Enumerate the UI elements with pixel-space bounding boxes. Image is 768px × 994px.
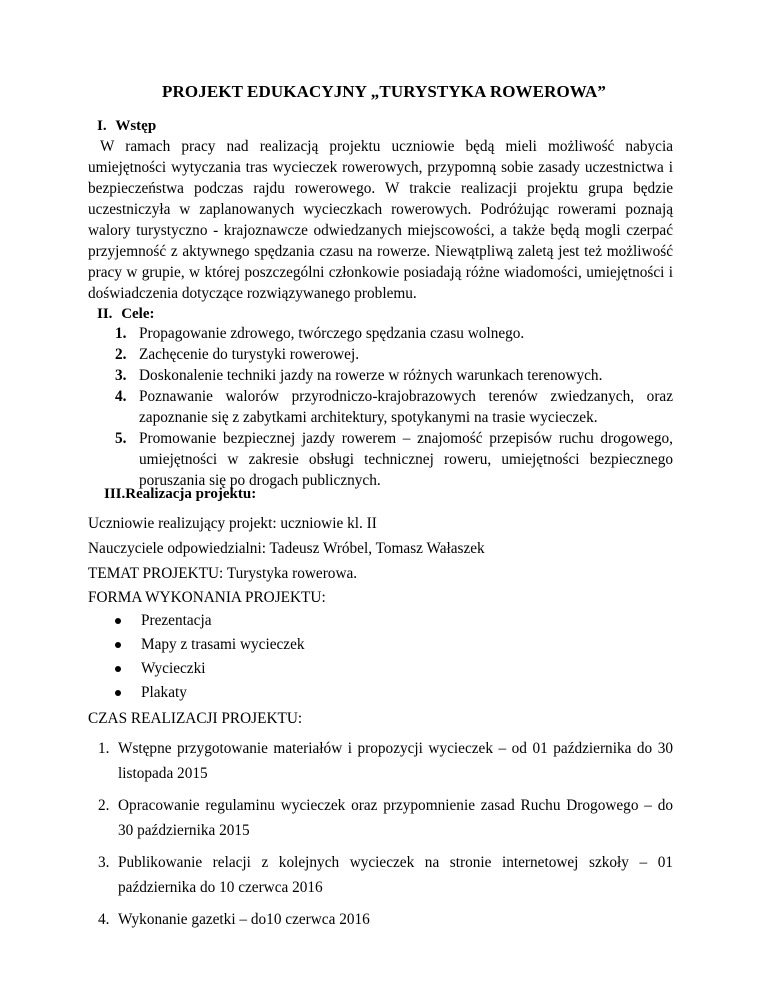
form-item <box>88 681 673 705</box>
timeline-number: 1. <box>98 740 110 757</box>
form-item-text: Prezentacja <box>141 612 212 629</box>
students-line: Uczniowie realizujący projekt: uczniowie kl. II <box>88 515 377 532</box>
timeline-list <box>88 736 673 939</box>
intro-paragraph <box>88 136 673 304</box>
timeline-number: 2. <box>98 797 110 814</box>
timeline-item <box>88 736 673 786</box>
section-intro-heading <box>97 118 156 135</box>
timeline-item <box>88 793 673 843</box>
form-item <box>88 657 673 681</box>
goal-text: Zachęcenie do turystyki rowerowej. <box>139 346 360 363</box>
goal-number: 2. <box>115 346 127 363</box>
intro-text: W ramach pracy nad realizacją projektu uczniowie będą mieli możliwość nabycia umiejętności wytyczania tras wycieczek rowerowych, przypomną sobie zasady uczestnictwa i bezpieczeństwa podczas rajdu rowerowego. W trakcie realizacji projektu grupa będzie uczestniczyła w zaplanowanych wycieczkach rowerowych. Podróżując rowerami poznają walory turystyczno - krajoznawcze odwiedzanych miejscowości, a także będą mogli czerpać przyjemność z aktywnego spędzania czasu na rowerze. Niewątpliwą zaletą jest też możliwość pracy w grupie, w której poszczególni członkowie posiadają różne wiadomości, umiejętności i doświadczenia dotyczące rozwiązywanego problemu. <box>88 138 673 302</box>
section-goals-title: Cele: <box>121 306 155 322</box>
goal-text: Poznawanie walorów przyrodniczo-krajobrazowych terenów zwiedzanych, oraz zapoznanie się z zabytkami architektury, spotykanymi na trasie wycieczek. <box>139 388 673 426</box>
goal-item <box>88 323 673 344</box>
bullet-icon <box>115 642 121 648</box>
section-intro-number: I. <box>97 118 107 134</box>
bullet-icon <box>115 666 121 672</box>
timeline-number: 4. <box>98 911 110 928</box>
bullet-icon <box>115 618 121 624</box>
form-item <box>88 609 673 633</box>
goal-item <box>88 386 673 428</box>
teachers-line: Nauczyciele odpowiedzialni: Tadeusz Wróbel, Tomasz Wałaszek <box>88 540 485 557</box>
goal-text: Propagowanie zdrowego, twórczego spędzania czasu wolnego. <box>139 325 525 342</box>
bullet-icon <box>115 690 121 696</box>
goal-number: 1. <box>115 325 127 342</box>
time-label: CZAS REALIZACJI PROJEKTU: <box>88 710 303 727</box>
goals-list <box>88 323 673 491</box>
timeline-text: Publikowanie relacji z kolejnych wycieczek na stronie internetowej szkoły – 01 października do 10 czerwca 2016 <box>118 854 673 896</box>
goal-text: Doskonalenie techniki jazdy na rowerze w różnych warunkach terenowych. <box>139 367 603 384</box>
document-title: PROJEKT EDUKACYJNY „TURYSTYKA ROWEROWA” <box>162 82 606 101</box>
section-realization-heading <box>104 486 256 503</box>
timeline-item <box>88 907 673 932</box>
form-item-text: Wycieczki <box>141 660 206 677</box>
timeline-item <box>88 850 673 900</box>
forms-list <box>88 609 673 705</box>
goal-number: 4. <box>115 388 127 405</box>
form-item-text: Plakaty <box>141 684 187 701</box>
form-item-text: Mapy z trasami wycieczek <box>141 636 305 653</box>
goal-number: 3. <box>115 367 127 384</box>
goal-item <box>88 344 673 365</box>
timeline-text: Wykonanie gazetki – do10 czerwca 2016 <box>118 911 370 928</box>
section-goals-number: II. <box>97 306 113 322</box>
form-label: FORMA WYKONANIA PROJEKTU: <box>88 589 326 606</box>
timeline-number: 3. <box>98 854 110 871</box>
form-item <box>88 633 673 657</box>
goal-text: Promowanie bezpiecznej jazdy rowerem – znajomość przepisów ruchu drogowego, umiejętności w zakresie obsługi technicznej roweru, umiejętności bezpiecznego poruszania się po drogach publicznych. <box>139 430 673 489</box>
goal-item <box>88 428 673 491</box>
section-realization-number: III. <box>104 486 126 502</box>
section-realization-title: Realizacja projektu: <box>125 486 257 502</box>
section-intro-title: Wstęp <box>115 118 157 134</box>
section-goals-heading <box>97 306 155 323</box>
timeline-text: Opracowanie regulaminu wycieczek oraz przypomnienie zasad Ruchu Drogowego – do 30 października 2015 <box>118 797 673 839</box>
topic-line: TEMAT PROJEKTU: Turystyka rowerowa. <box>88 565 358 582</box>
timeline-text: Wstępne przygotowanie materiałów i propozycji wycieczek – od 01 października do 30 listopada 2015 <box>118 740 673 782</box>
goal-number: 5. <box>115 430 127 447</box>
goal-item <box>88 365 673 386</box>
